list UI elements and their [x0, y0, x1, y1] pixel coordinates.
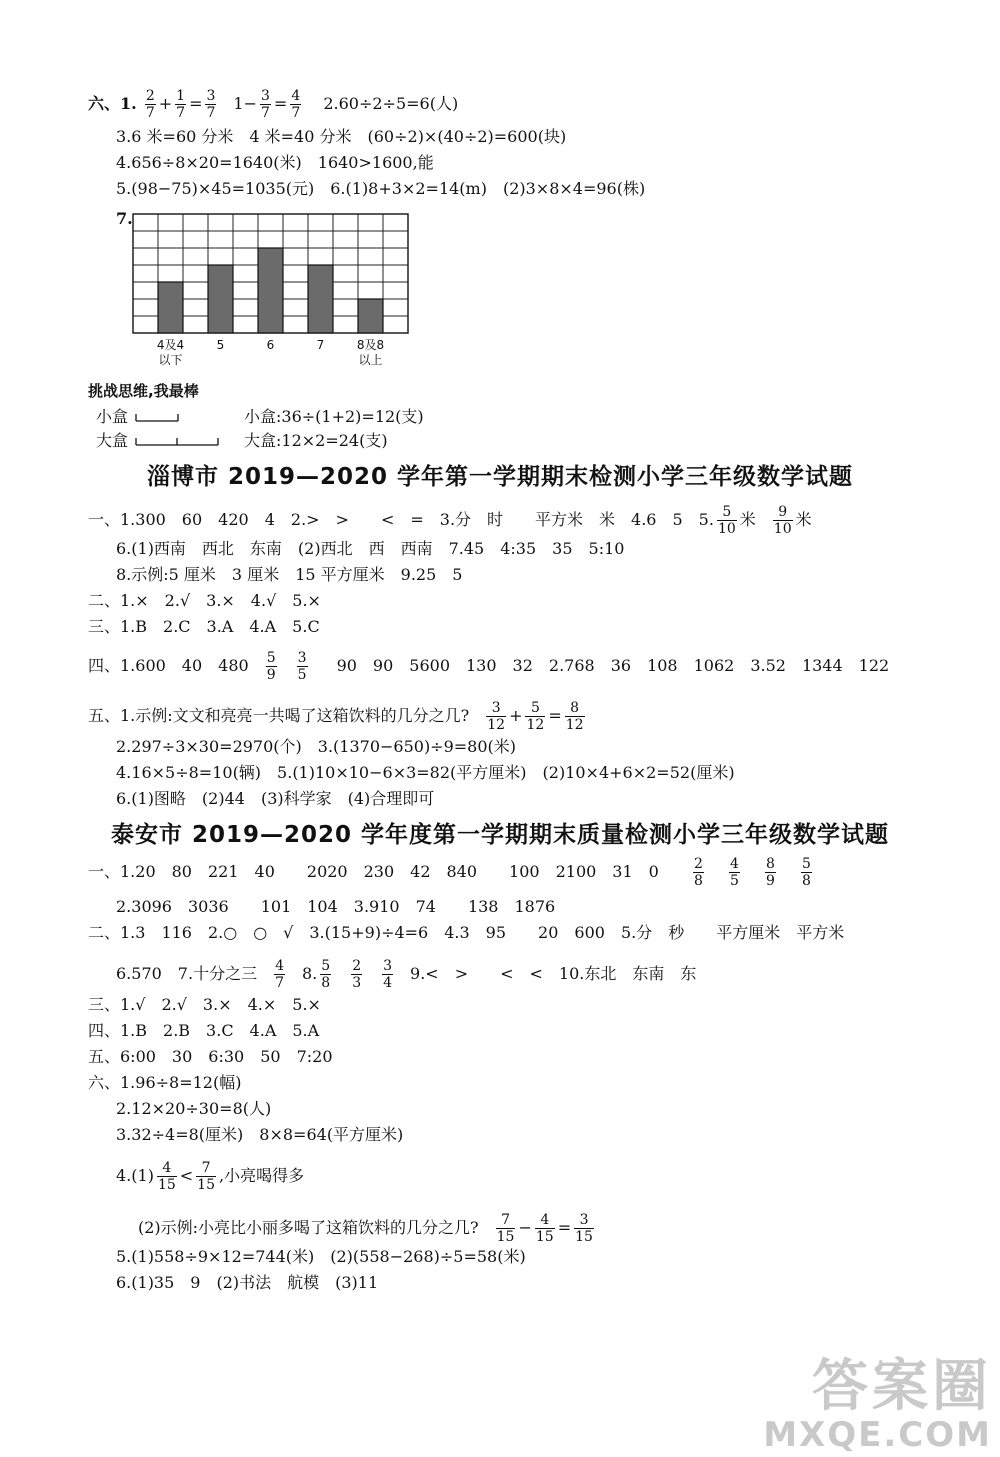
answer-line: 3.6 米=60 分米 4 米=40 分米 (60÷2)×(40÷2)=600(块): [116, 127, 567, 146]
answer-line: 三、1.√ 2.√ 3.× 4.× 5.×: [88, 995, 321, 1014]
zibo-section-one-line-1: [88, 504, 812, 537]
unit-text: 米: [795, 510, 812, 529]
bar: [208, 265, 233, 333]
big-box-answer: 大盒:12×2=24(支): [244, 431, 388, 450]
bar-chart: [125, 210, 425, 380]
answer-text: 90 90 5600 130 32 2.768 36 108 1062 3.52 1344 122: [336, 656, 890, 675]
fraction: $\frac{8}{9}$: [765, 856, 775, 889]
fraction: $\frac{7}{15}$: [496, 1212, 515, 1245]
x-tick-label: 4及4: [156, 338, 185, 352]
answer-text: (2)示例:小亮比小丽多喝了这箱饮料的几分之几?: [138, 1218, 479, 1237]
answer-line: 2.12×20÷30=8(人): [116, 1099, 272, 1118]
small-box-label: 小盒: [96, 407, 129, 426]
fraction: $\frac{5}{10}$: [717, 504, 736, 537]
bar: [258, 248, 283, 333]
item-label: 7.: [116, 209, 133, 228]
fraction: $\frac{7}{15}$: [197, 1160, 215, 1193]
x-tick-label: 以下: [158, 353, 183, 367]
x-tick-label: 以上: [358, 353, 383, 367]
answer-text: 2.60÷2÷5=6(人): [323, 94, 459, 113]
fraction: $\frac{3}{4}$: [383, 958, 393, 991]
answer-line: 二、1.× 2.√ 3.× 4.√ 5.×: [88, 591, 321, 610]
answer-text: 6.570 7.十分之三: [116, 964, 258, 983]
taian-section-two-line-2: [116, 958, 696, 991]
answer-line: 五、6:00 30 6:30 50 7:20: [88, 1047, 333, 1066]
big-box-label: 大盒: [96, 431, 129, 450]
watermark-logo-text: 答案圈: [812, 1354, 992, 1419]
answer-text: 9.< > < < 10.东北 东南 东: [410, 964, 697, 983]
answer-line: 二、1.3 116 2.○ ○ √ 3.(15+9)÷4=6 4.3 95 20 600 5.分 秒 平方厘米 平方米: [88, 923, 845, 942]
fraction: $\frac{3}{7}$: [206, 88, 216, 121]
small-box-answer: 小盒:36÷(1+2)=12(支): [244, 407, 424, 426]
answer-line: 3.32÷4=8(厘米) 8×8=64(平方厘米): [116, 1125, 404, 1144]
fraction: $\frac{5}{12}$: [526, 700, 545, 733]
answer-line: 三、1.B 2.C 3.A 4.A 5.C: [88, 617, 320, 636]
answer-line: 5.(98−75)×45=1035(元) 6.(1)8+3×2=14(m) (2)3×8×4=96(株): [116, 179, 646, 198]
watermark: [763, 1354, 992, 1455]
fraction: $\frac{2}{3}$: [352, 958, 362, 991]
fraction: $\frac{3}{12}$: [487, 700, 506, 733]
taian-section-six-line-5: (2)示例:小亮比小丽多喝了这箱饮料的几分之几? $\frac{7}{15}$ − $\frac{4}{15}$ = $\frac{3}{15}$: [138, 1212, 593, 1245]
fraction: $\frac{5}{8}$: [801, 856, 811, 889]
fraction: $\frac{4}{15}$: [535, 1212, 554, 1245]
answer-text: 4.(1): [116, 1166, 154, 1185]
bar: [358, 299, 383, 333]
taian-heading: 泰安市 2019—2020 学年度第一学期期末质量检测小学三年级数学试题: [110, 822, 890, 848]
fraction: $\frac{8}{12}$: [565, 700, 584, 733]
fraction: $\frac{2}{8}$: [693, 856, 703, 889]
big-box-segment-diagram: [134, 434, 224, 448]
fraction: $\frac{9}{10}$: [773, 504, 792, 537]
answer-line: 4.656÷8×20=1640(米) 1640>1600,能: [116, 153, 434, 172]
fraction: $\frac{3}{15}$: [575, 1212, 593, 1245]
fraction: $\frac{5}{9}$: [266, 650, 276, 683]
fraction: $\frac{3}{7}$: [260, 88, 270, 121]
fraction: $\frac{4}{7}$: [291, 88, 301, 121]
x-tick-label: 6: [266, 338, 275, 352]
answer-line: 2.3096 3036 101 104 3.910 74 138 1876: [116, 897, 556, 916]
taian-section-six-line-4: 4.(1) $\frac{4}{15}$ < $\frac{7}{15}$ ,小亮喝得多: [116, 1160, 305, 1193]
answer-text: ,小亮喝得多: [219, 1166, 305, 1185]
challenge-title: 挑战思维,我最棒: [88, 382, 199, 400]
zibo-heading: 淄博市 2019—2020 学年第一学期期末检测小学三年级数学试题: [146, 464, 854, 490]
answer-line: 2.297÷3×30=2970(个) 3.(1370−650)÷9=80(米): [116, 737, 517, 756]
answer-line: 6.(1)35 9 (2)书法 航模 (3)11: [116, 1273, 379, 1292]
bar: [308, 265, 333, 333]
taian-section-one-line-1: [88, 856, 815, 889]
watermark-url: MXQE.COM: [763, 1415, 992, 1455]
answer-line: 四、1.B 2.B 3.C 4.A 5.A: [88, 1021, 320, 1040]
answer-line: 6.(1)西南 西北 东南 (2)西北 西 西南 7.45 4:35 35 5:10: [116, 539, 625, 558]
answer-text: 一、1.20 80 221 40 2020 230 42 840 100 2100 31 0: [88, 862, 659, 881]
small-box-segment-diagram: [134, 410, 184, 424]
unit-text: 米: [739, 510, 756, 529]
answer-line: 8.示例:5 厘米 3 厘米 15 平方厘米 9.25 5: [116, 565, 463, 584]
fraction: $\frac{4}{15}$: [157, 1160, 176, 1193]
fraction: $\frac{2}{7}$: [145, 88, 155, 121]
x-tick-label: 5: [216, 338, 225, 352]
item-label: 六、1.: [88, 94, 137, 113]
answer-text: 四、1.600 40 480: [88, 656, 249, 675]
answer-line-six-1: 六、1. $\frac{2}{7}$ + $\frac{1}{7}$ = $\frac{3}{7}$ 1− $\frac{3}{7}$ = $\frac{4}{7}$ 2.60÷2÷5=6(人): [88, 88, 459, 121]
fraction: $\frac{4}{7}$: [275, 958, 284, 991]
fraction: $\frac{4}{5}$: [729, 856, 739, 889]
bar: [158, 282, 183, 333]
answer-line: 6.(1)图略 (2)44 (3)科学家 (4)合理即可: [116, 789, 435, 808]
answer-line: 5.(1)558÷9×12=744(米) (2)(558−268)÷5=58(米): [116, 1247, 526, 1266]
x-tick-label: 8及8: [356, 338, 385, 352]
zibo-section-four-line: [88, 650, 889, 683]
fraction: $\frac{1}{7}$: [176, 88, 186, 121]
x-tick-label: 7: [316, 338, 325, 352]
answer-line: 六、1.96÷8=12(幅): [88, 1073, 242, 1092]
fraction: $\frac{5}{8}$: [321, 958, 331, 991]
fraction: $\frac{3}{5}$: [297, 650, 307, 683]
zibo-section-five-line-1: 五、1.示例:文文和亮亮一共喝了这箱饮料的几分之几? $\frac{3}{12}$ + $\frac{5}{12}$ = $\frac{8}{12}$: [88, 700, 584, 733]
answer-line: 4.16×5÷8=10(辆) 5.(1)10×10−6×3=82(平方厘米) (2)10×4+6×2=52(厘米): [116, 763, 735, 782]
answer-text: 五、1.示例:文文和亮亮一共喝了这箱饮料的几分之几?: [88, 706, 470, 725]
answer-text: 一、1.300 60 420 4 2.> > < = 3.分 时 平方米 米 4.6 5 5.: [88, 510, 714, 529]
answer-text: 8.: [302, 964, 318, 983]
